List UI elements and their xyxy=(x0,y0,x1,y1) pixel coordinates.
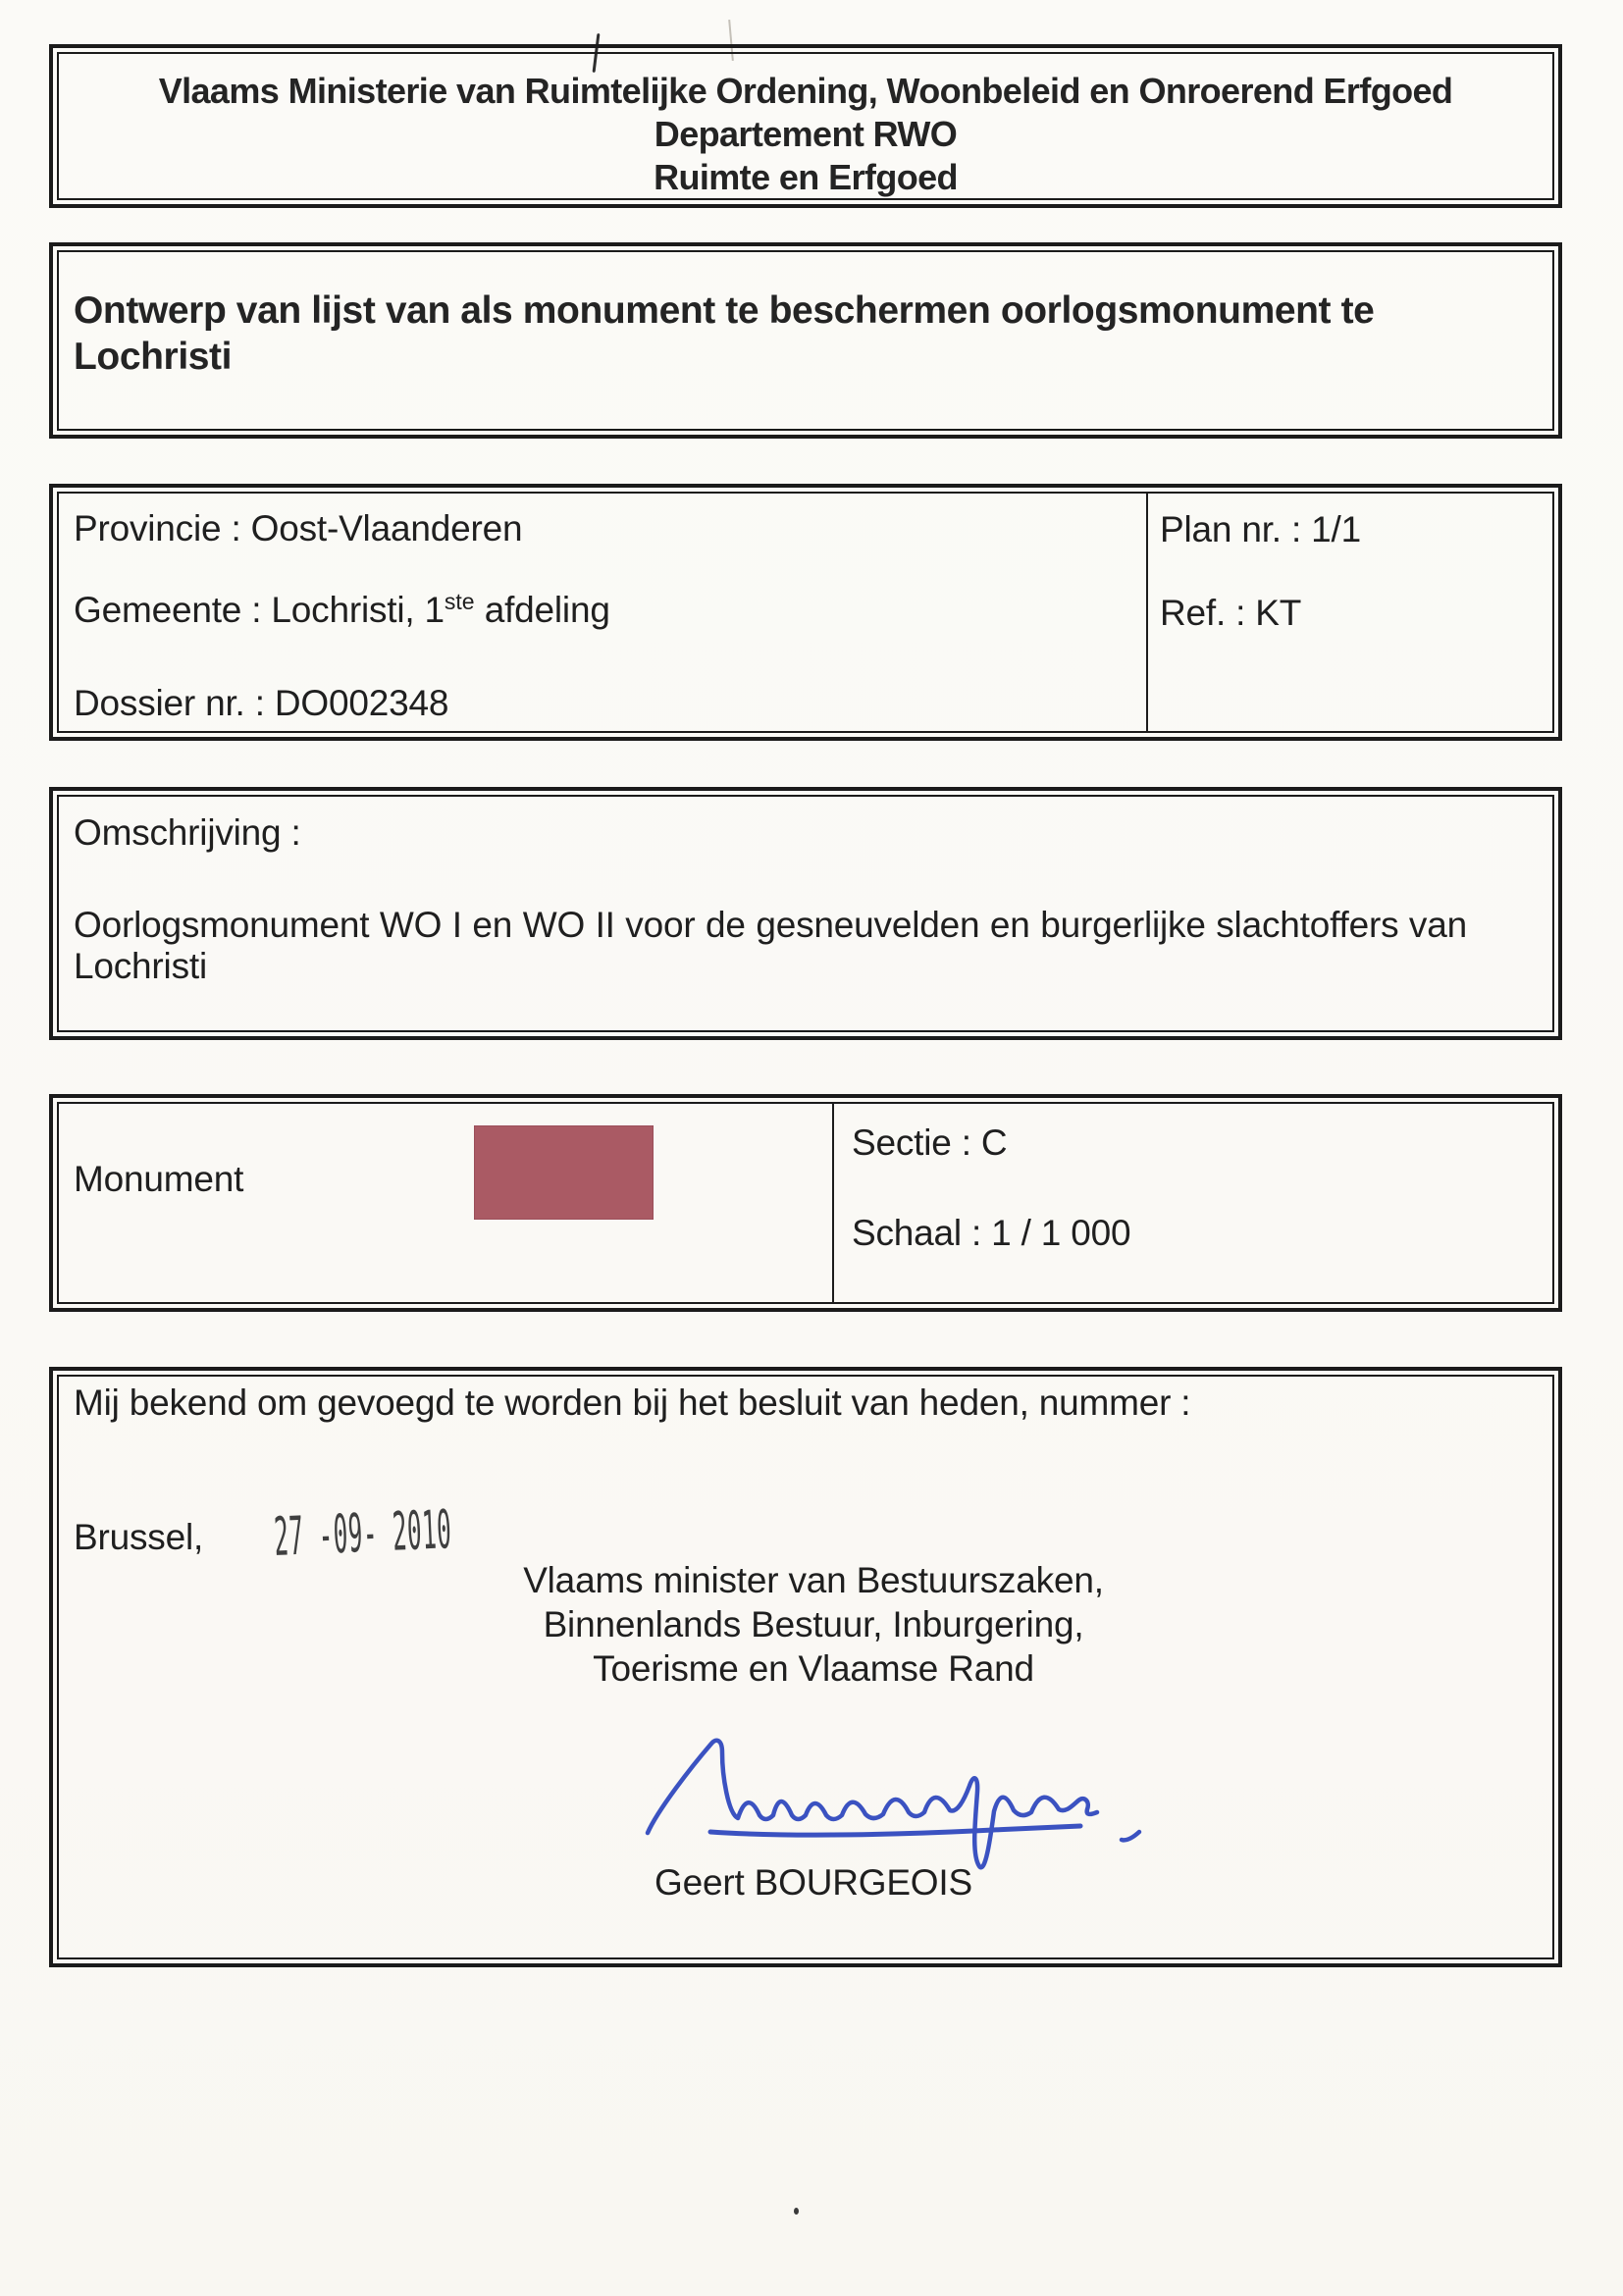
omschrijving-text: Oorlogsmonument WO I en WO II voor de gesneuvelden en burgerlijke slachtoffers van Lochristi xyxy=(74,905,1467,986)
plan-nr-field: Plan nr. : 1/1 xyxy=(1160,509,1361,549)
signature xyxy=(618,1727,1148,1874)
document-title xyxy=(59,252,1552,380)
gemeente-superscript: ste xyxy=(444,589,475,614)
title-line-1: Ontwerp van lijst van als monument te beschermen oorlogsmonument te xyxy=(74,289,1375,332)
minister-title-line-3: Toerisme en Vlaamse Rand xyxy=(593,1648,1034,1689)
omschrijving-box xyxy=(49,787,1562,1040)
date-stamp: 27 -09- 2010 xyxy=(273,1498,453,1568)
monument-color-swatch xyxy=(474,1125,654,1220)
gemeente-field: Gemeente : Lochristi, 1ste afdeling xyxy=(74,589,610,630)
ministry-line-1: Vlaams Ministerie van Ruimtelijke Ordening, Woonbeleid en Onroerend Erfgoed xyxy=(158,71,1453,111)
schaal-field: Schaal : 1 / 1 000 xyxy=(852,1213,1131,1253)
column-divider xyxy=(832,1104,834,1302)
ref-field: Ref. : KT xyxy=(1160,593,1302,633)
details-box xyxy=(49,484,1562,741)
signatory-name: Geert BOURGEOIS xyxy=(654,1862,972,1903)
signoff-intro: Mij bekend om gevoegd te worden bij het besluit van heden, nummer : xyxy=(74,1383,1191,1423)
ministry-line-3: Ruimte en Erfgoed xyxy=(654,157,958,197)
minister-title-block xyxy=(59,1558,1552,1691)
dossier-field: Dossier nr. : DO002348 xyxy=(74,683,449,723)
minister-title-line-2: Binnenlands Bestuur, Inburgering, xyxy=(543,1604,1084,1644)
signoff-box xyxy=(49,1367,1562,1967)
legend-box xyxy=(49,1094,1562,1312)
ministry-header-box xyxy=(49,44,1562,208)
minister-title-line-1: Vlaams minister van Bestuurszaken, xyxy=(523,1560,1104,1600)
ministry-line-2: Departement RWO xyxy=(654,114,958,154)
scan-speck-artifact xyxy=(794,2208,799,2215)
document-title-box xyxy=(49,242,1562,439)
omschrijving-label: Omschrijving : xyxy=(74,812,301,853)
monument-label: Monument xyxy=(74,1159,244,1199)
ministry-header xyxy=(59,54,1552,199)
sectie-field: Sectie : C xyxy=(852,1122,1008,1163)
place-label: Brussel, xyxy=(74,1517,204,1557)
title-line-2: Lochristi xyxy=(74,336,233,378)
provincie-field: Provincie : Oost-Vlaanderen xyxy=(74,508,523,548)
column-divider xyxy=(1146,494,1148,731)
